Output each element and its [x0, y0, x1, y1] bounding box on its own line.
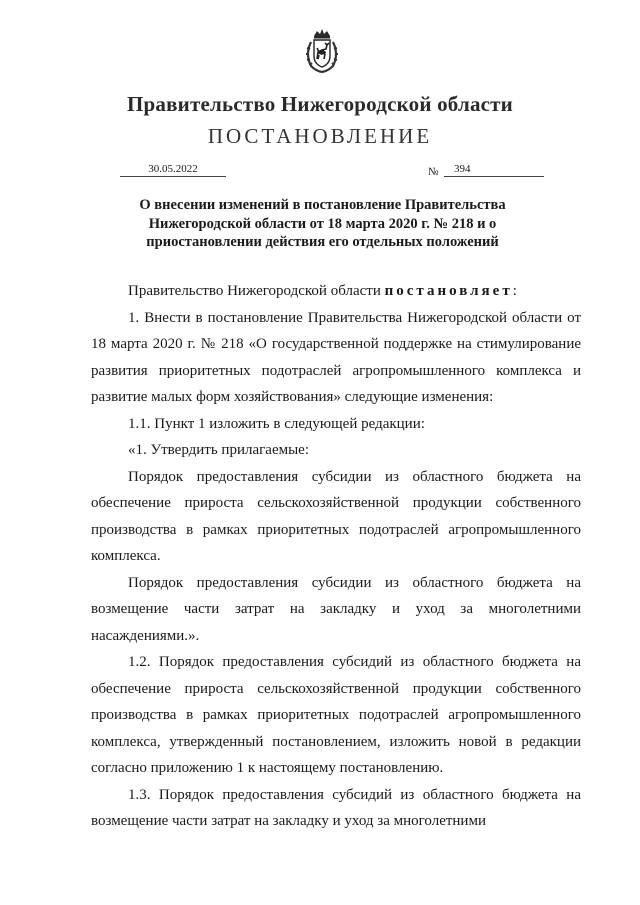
paragraph-1-1: 1.1. Пункт 1 изложить в следующей редакции: [128, 415, 425, 432]
organization-title: Правительство Нижегородской области [127, 92, 513, 116]
paragraph-procedure-a: Порядок предоставления субсидии из областного бюджета на обеспечение прироста сельскохозяйственной продукции собственного производства в рамках приоритетных подотраслей агропромышленного комплекса. [91, 468, 581, 564]
document-type: ПОСТАНОВЛЕНИЕ [207, 124, 433, 148]
document-subject: О внесении изменений в постановление Правительства Нижегородской области от 18 марта 2020 г. № 218 и о приостановлении действия его отдельных положений [139, 197, 506, 250]
intro-paragraph [91, 278, 581, 305]
paragraph-1-2: 1.2. Порядок предоставления субсидий из областного бюджета на обеспечение прироста сельскохозяйственной продукции собственного производства в рамках приоритетных подотраслей агропромышленного комплекса, утвержденный постановлением, изложить новой в редакции согласно приложению 1 к настоящему постановлению. [91, 654, 581, 776]
intro-prefix: Правительство Нижегородской области [128, 283, 381, 299]
paragraph-procedure-b: Порядок предоставления субсидии из областного бюджета на возмещение части затрат на закладку и уход за многолетними насаждениями.». [91, 574, 581, 644]
document-date: 30.05.2022 [120, 163, 226, 177]
document-body [91, 278, 581, 835]
intro-suffix: : [512, 283, 517, 299]
document-number: 394 [444, 163, 544, 177]
intro-decree-word: постановляет [384, 283, 513, 299]
number-label: № [428, 166, 439, 178]
paragraph-1: 1. Внести в постановление Правительства Нижегородской области от 18 марта 2020 г. № 218 «О государственной поддержке на стимулирование развития приоритетных подотраслей агропромышленного комплекса и развитие малых форм хозяйствования» следующие изменения: [91, 309, 581, 405]
paragraph-1-3: 1.3. Порядок предоставления субсидий из областного бюджета на возмещение части затрат на закладку и уход за многолетними [91, 786, 581, 829]
coat-of-arms-icon [302, 28, 342, 74]
paragraph-quote-1: «1. Утвердить прилагаемые: [128, 442, 309, 458]
